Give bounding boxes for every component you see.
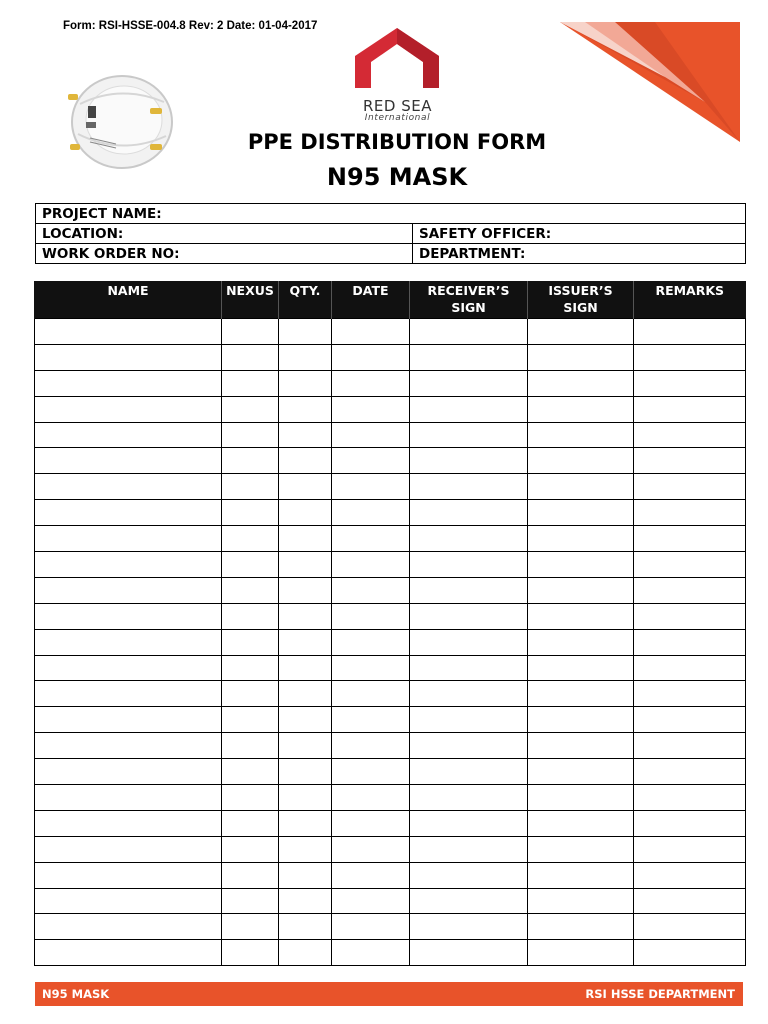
table-cell[interactable] <box>279 603 332 629</box>
table-cell[interactable] <box>410 836 528 862</box>
table-cell[interactable] <box>528 914 634 940</box>
table-cell[interactable] <box>634 733 746 759</box>
table-header-row <box>35 281 746 319</box>
table-cell[interactable] <box>222 629 279 655</box>
table-cell[interactable] <box>279 785 332 811</box>
distribution-table <box>34 281 746 966</box>
table-cell[interactable] <box>279 681 332 707</box>
table-cell[interactable] <box>222 810 279 836</box>
table-cell[interactable] <box>222 474 279 500</box>
table-cell[interactable] <box>528 629 634 655</box>
table-cell[interactable] <box>634 422 746 448</box>
table-row <box>35 655 746 681</box>
table-cell[interactable] <box>528 940 634 966</box>
table-cell[interactable] <box>332 785 410 811</box>
table-cell[interactable] <box>279 707 332 733</box>
table-cell[interactable] <box>332 914 410 940</box>
form-subtitle: N95 MASK <box>326 163 468 191</box>
table-cell[interactable] <box>528 888 634 914</box>
table-row <box>35 733 746 759</box>
table-cell[interactable] <box>410 577 528 603</box>
table-cell[interactable] <box>279 888 332 914</box>
table-cell[interactable] <box>528 500 634 526</box>
column-header: NEXUS <box>222 281 279 319</box>
table-cell[interactable] <box>279 629 332 655</box>
table-cell[interactable] <box>279 319 332 345</box>
table-cell[interactable] <box>410 603 528 629</box>
table-cell[interactable] <box>410 707 528 733</box>
table-cell[interactable] <box>35 862 222 888</box>
table-cell[interactable] <box>35 733 222 759</box>
table-cell[interactable] <box>35 396 222 422</box>
table-cell[interactable] <box>279 448 332 474</box>
table-cell[interactable] <box>634 500 746 526</box>
table-cell[interactable] <box>222 836 279 862</box>
table-cell[interactable] <box>222 707 279 733</box>
table-cell[interactable] <box>222 681 279 707</box>
logo-name: RED SEA <box>363 97 432 115</box>
table-cell[interactable] <box>222 500 279 526</box>
table-row <box>35 370 746 396</box>
table-cell[interactable] <box>528 759 634 785</box>
table-cell[interactable] <box>279 344 332 370</box>
table-row <box>35 448 746 474</box>
table-cell[interactable] <box>222 603 279 629</box>
table-cell[interactable] <box>35 785 222 811</box>
table-cell[interactable] <box>222 344 279 370</box>
table-cell[interactable] <box>35 810 222 836</box>
table-cell[interactable] <box>634 603 746 629</box>
column-header: ISSUER’S SIGN <box>528 281 634 319</box>
table-cell[interactable] <box>528 370 634 396</box>
table-cell[interactable] <box>332 629 410 655</box>
table-cell[interactable] <box>222 448 279 474</box>
table-cell[interactable] <box>410 940 528 966</box>
table-cell[interactable] <box>35 681 222 707</box>
table-cell[interactable] <box>634 448 746 474</box>
table-cell[interactable] <box>634 474 746 500</box>
department-field[interactable]: DEPARTMENT: <box>413 244 746 264</box>
table-cell[interactable] <box>279 422 332 448</box>
safety-officer-field[interactable]: SAFETY OFFICER: <box>413 224 746 244</box>
table-cell[interactable] <box>410 422 528 448</box>
table-cell[interactable] <box>222 422 279 448</box>
table-cell[interactable] <box>35 759 222 785</box>
table-cell[interactable] <box>279 552 332 578</box>
table-cell[interactable] <box>332 603 410 629</box>
table-cell[interactable] <box>35 836 222 862</box>
table-cell[interactable] <box>35 319 222 345</box>
table-cell[interactable] <box>410 681 528 707</box>
table-cell[interactable] <box>332 474 410 500</box>
table-cell[interactable] <box>634 862 746 888</box>
table-cell[interactable] <box>634 785 746 811</box>
table-cell[interactable] <box>634 552 746 578</box>
form-title: PPE DISTRIBUTION FORM <box>247 130 547 154</box>
table-cell[interactable] <box>634 914 746 940</box>
logo-subtitle: International <box>364 113 431 123</box>
table-cell[interactable] <box>222 940 279 966</box>
table-cell[interactable] <box>410 733 528 759</box>
table-row <box>35 526 746 552</box>
table-cell[interactable] <box>332 552 410 578</box>
table-cell[interactable] <box>279 577 332 603</box>
table-cell[interactable] <box>222 862 279 888</box>
table-cell[interactable] <box>35 448 222 474</box>
table-cell[interactable] <box>634 370 746 396</box>
project-name-field[interactable]: PROJECT NAME: <box>36 204 746 224</box>
n95-mask-image <box>60 64 180 179</box>
corner-decoration <box>555 22 740 142</box>
table-cell[interactable] <box>528 810 634 836</box>
table-cell[interactable] <box>634 577 746 603</box>
table-cell[interactable] <box>528 396 634 422</box>
table-cell[interactable] <box>332 836 410 862</box>
table-cell[interactable] <box>279 810 332 836</box>
table-cell[interactable] <box>410 319 528 345</box>
table-cell[interactable] <box>222 733 279 759</box>
table-row <box>35 681 746 707</box>
table-cell[interactable] <box>222 759 279 785</box>
table-cell[interactable] <box>528 681 634 707</box>
table-cell[interactable] <box>35 629 222 655</box>
table-cell[interactable] <box>410 759 528 785</box>
table-cell[interactable] <box>634 344 746 370</box>
table-cell[interactable] <box>35 422 222 448</box>
table-row <box>35 940 746 966</box>
table-cell[interactable] <box>222 370 279 396</box>
table-cell[interactable] <box>528 552 634 578</box>
location-field[interactable]: LOCATION: <box>36 224 413 244</box>
table-cell[interactable] <box>279 500 332 526</box>
table-cell[interactable] <box>332 681 410 707</box>
table-cell[interactable] <box>332 319 410 345</box>
table-cell[interactable] <box>332 448 410 474</box>
table-cell[interactable] <box>35 707 222 733</box>
column-header: QTY. <box>279 281 332 319</box>
table-cell[interactable] <box>35 655 222 681</box>
table-row <box>35 810 746 836</box>
table-cell[interactable] <box>528 836 634 862</box>
table-row <box>35 552 746 578</box>
table-cell[interactable] <box>332 500 410 526</box>
table-cell[interactable] <box>410 810 528 836</box>
table-cell[interactable] <box>222 785 279 811</box>
table-cell[interactable] <box>410 552 528 578</box>
column-header: RECEIVER’S SIGN <box>410 281 528 319</box>
table-cell[interactable] <box>35 500 222 526</box>
table-cell[interactable] <box>332 810 410 836</box>
table-cell[interactable] <box>528 448 634 474</box>
table-cell[interactable] <box>634 707 746 733</box>
table-cell[interactable] <box>222 319 279 345</box>
table-cell[interactable] <box>634 836 746 862</box>
table-cell[interactable] <box>279 370 332 396</box>
table-row <box>35 319 746 345</box>
table-cell[interactable] <box>279 862 332 888</box>
table-row <box>35 396 746 422</box>
table-cell[interactable] <box>332 577 410 603</box>
table-cell[interactable] <box>528 319 634 345</box>
table-cell[interactable] <box>332 940 410 966</box>
column-header: REMARKS <box>634 281 746 319</box>
table-cell[interactable] <box>35 552 222 578</box>
project-info-table <box>35 203 746 264</box>
table-cell[interactable] <box>410 862 528 888</box>
table-cell[interactable] <box>410 370 528 396</box>
table-row <box>35 603 746 629</box>
form-code: Form: RSI-HSSE-004.8 Rev: 2 Date: 01-04-2017 <box>63 20 318 32</box>
table-cell[interactable] <box>332 759 410 785</box>
table-row <box>35 629 746 655</box>
table-cell[interactable] <box>410 655 528 681</box>
table-cell[interactable] <box>222 888 279 914</box>
table-cell[interactable] <box>528 707 634 733</box>
table-cell[interactable] <box>634 759 746 785</box>
table-cell[interactable] <box>35 370 222 396</box>
table-cell[interactable] <box>332 733 410 759</box>
table-cell[interactable] <box>528 577 634 603</box>
table-row <box>35 577 746 603</box>
table-cell[interactable] <box>528 655 634 681</box>
table-cell[interactable] <box>410 888 528 914</box>
table-cell[interactable] <box>35 577 222 603</box>
table-cell[interactable] <box>332 862 410 888</box>
work-order-field[interactable]: WORK ORDER NO: <box>36 244 413 264</box>
footer-left-label: N95 MASK <box>42 987 110 1001</box>
table-cell[interactable] <box>35 940 222 966</box>
table-cell[interactable] <box>332 526 410 552</box>
table-cell[interactable] <box>279 914 332 940</box>
table-cell[interactable] <box>528 422 634 448</box>
table-cell[interactable] <box>410 448 528 474</box>
table-cell[interactable] <box>35 526 222 552</box>
table-row <box>35 500 746 526</box>
table-cell[interactable] <box>528 474 634 500</box>
table-cell[interactable] <box>410 526 528 552</box>
table-row <box>35 707 746 733</box>
table-row <box>35 914 746 940</box>
table-cell[interactable] <box>332 344 410 370</box>
table-cell[interactable] <box>35 603 222 629</box>
table-cell[interactable] <box>410 474 528 500</box>
table-cell[interactable] <box>222 914 279 940</box>
table-cell[interactable] <box>634 319 746 345</box>
table-cell[interactable] <box>332 655 410 681</box>
table-cell[interactable] <box>279 733 332 759</box>
table-cell[interactable] <box>410 785 528 811</box>
table-cell[interactable] <box>332 422 410 448</box>
table-cell[interactable] <box>222 577 279 603</box>
table-cell[interactable] <box>35 888 222 914</box>
table-cell[interactable] <box>279 759 332 785</box>
table-cell[interactable] <box>410 344 528 370</box>
table-cell[interactable] <box>222 655 279 681</box>
column-header: NAME <box>35 281 222 319</box>
table-cell[interactable] <box>222 396 279 422</box>
table-cell[interactable] <box>279 655 332 681</box>
table-cell[interactable] <box>528 862 634 888</box>
table-cell[interactable] <box>279 940 332 966</box>
table-cell[interactable] <box>634 629 746 655</box>
table-row <box>35 888 746 914</box>
table-row <box>35 422 746 448</box>
table-cell[interactable] <box>410 914 528 940</box>
table-row <box>35 836 746 862</box>
table-cell[interactable] <box>528 785 634 811</box>
footer-bar <box>35 982 743 1006</box>
table-cell[interactable] <box>35 344 222 370</box>
table-row <box>35 474 746 500</box>
table-cell[interactable] <box>332 370 410 396</box>
column-header: DATE <box>332 281 410 319</box>
table-cell[interactable] <box>332 396 410 422</box>
table-row <box>35 862 746 888</box>
table-cell[interactable] <box>332 707 410 733</box>
table-cell[interactable] <box>332 888 410 914</box>
table-cell[interactable] <box>634 655 746 681</box>
table-cell[interactable] <box>222 526 279 552</box>
table-row <box>35 785 746 811</box>
table-cell[interactable] <box>528 603 634 629</box>
table-cell[interactable] <box>634 888 746 914</box>
table-cell[interactable] <box>410 500 528 526</box>
table-cell[interactable] <box>279 474 332 500</box>
table-cell[interactable] <box>634 396 746 422</box>
table-cell[interactable] <box>410 396 528 422</box>
table-row <box>35 344 746 370</box>
table-cell[interactable] <box>410 629 528 655</box>
table-cell[interactable] <box>634 526 746 552</box>
table-cell[interactable] <box>35 914 222 940</box>
table-cell[interactable] <box>528 526 634 552</box>
table-cell[interactable] <box>35 474 222 500</box>
table-cell[interactable] <box>528 344 634 370</box>
table-cell[interactable] <box>279 836 332 862</box>
table-cell[interactable] <box>634 810 746 836</box>
table-row <box>35 759 746 785</box>
table-cell[interactable] <box>634 681 746 707</box>
footer-right-label: RSI HSSE DEPARTMENT <box>585 987 735 1001</box>
table-cell[interactable] <box>222 552 279 578</box>
red-sea-logo-icon <box>353 28 441 90</box>
table-cell[interactable] <box>279 396 332 422</box>
table-cell[interactable] <box>279 526 332 552</box>
table-cell[interactable] <box>634 940 746 966</box>
table-cell[interactable] <box>528 733 634 759</box>
